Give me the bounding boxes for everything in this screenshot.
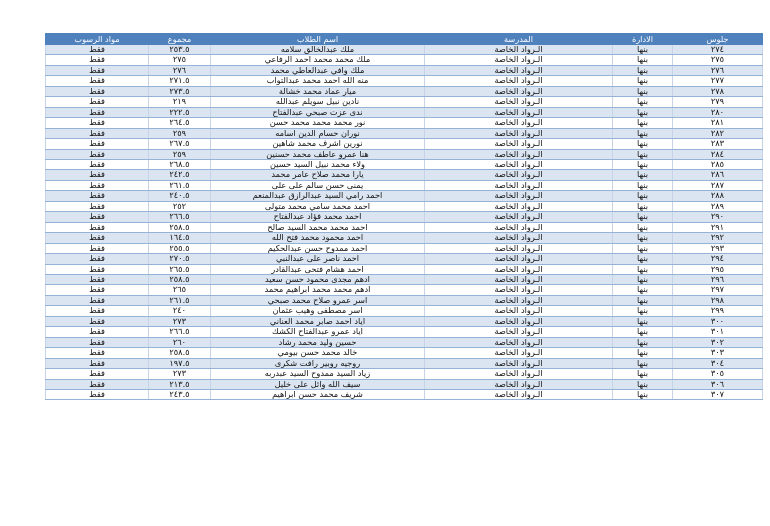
- cell-student-name: سيف الله وائل على خليل: [211, 379, 425, 389]
- cell-total: ٢٧٣: [149, 369, 211, 379]
- cell-failed-subjects: فقط: [46, 243, 149, 253]
- cell-student-name: شريف محمد حسن ابراهيم: [211, 389, 425, 399]
- cell-student-name: احمد محمود محمد فتح الله: [211, 233, 425, 243]
- results-table: [45, 33, 763, 400]
- cell-school: الـرواد الخاصة: [425, 327, 613, 337]
- cell-admin: بنها: [613, 201, 673, 211]
- cell-total: ٢٦٧.٥: [149, 139, 211, 149]
- cell-seat: ٣٠٤: [673, 358, 763, 368]
- cell-school: الـرواد الخاصة: [425, 306, 613, 316]
- cell-seat: ٢٨٩: [673, 201, 763, 211]
- cell-failed-subjects: فقط: [46, 306, 149, 316]
- cell-admin: بنها: [613, 379, 673, 389]
- cell-admin: بنها: [613, 274, 673, 284]
- cell-total: ٢٥٣.٥: [149, 45, 211, 55]
- cell-failed-subjects: فقط: [46, 97, 149, 107]
- cell-admin: بنها: [613, 128, 673, 138]
- cell-total: ٢٧٣.٥: [149, 86, 211, 96]
- cell-student-name: نور محمد محمد محمد حسن: [211, 118, 425, 128]
- cell-seat: ٣٠٣: [673, 348, 763, 358]
- cell-seat: ٢٩٥: [673, 264, 763, 274]
- cell-seat: ٣٠١: [673, 327, 763, 337]
- cell-failed-subjects: فقط: [46, 254, 149, 264]
- table-row: [46, 149, 763, 159]
- header-subjects: مواد الرسوب: [46, 34, 149, 45]
- cell-total: ٢٥٨.٥: [149, 348, 211, 358]
- cell-school: الـرواد الخاصة: [425, 358, 613, 368]
- table-row: [46, 180, 763, 190]
- cell-failed-subjects: فقط: [46, 170, 149, 180]
- cell-school: الـرواد الخاصة: [425, 76, 613, 86]
- cell-school: الـرواد الخاصة: [425, 97, 613, 107]
- cell-seat: ٢٩٩: [673, 306, 763, 316]
- table-row: [46, 306, 763, 316]
- cell-seat: ٢٧٧: [673, 76, 763, 86]
- cell-failed-subjects: فقط: [46, 358, 149, 368]
- cell-school: الـرواد الخاصة: [425, 233, 613, 243]
- cell-seat: ٣٠٠: [673, 316, 763, 326]
- cell-admin: بنها: [613, 45, 673, 55]
- cell-school: الـرواد الخاصة: [425, 118, 613, 128]
- cell-total: ٢٤٣.٥: [149, 389, 211, 399]
- cell-admin: بنها: [613, 107, 673, 117]
- cell-school: الـرواد الخاصة: [425, 243, 613, 253]
- cell-admin: بنها: [613, 295, 673, 305]
- cell-school: الـرواد الخاصة: [425, 274, 613, 284]
- cell-school: الـرواد الخاصة: [425, 348, 613, 358]
- cell-total: ٢٦٥.٥: [149, 264, 211, 274]
- cell-school: الـرواد الخاصة: [425, 65, 613, 75]
- cell-student-name: نوران حسام الدين اسامه: [211, 128, 425, 138]
- cell-school: الـرواد الخاصة: [425, 170, 613, 180]
- cell-student-name: ملك وافي عبدالعاطي محمد: [211, 65, 425, 75]
- cell-admin: بنها: [613, 233, 673, 243]
- cell-admin: بنها: [613, 254, 673, 264]
- cell-total: ٢٥٩: [149, 149, 211, 159]
- table-row: [46, 358, 763, 368]
- cell-school: الـرواد الخاصة: [425, 149, 613, 159]
- cell-seat: ٢٨٣: [673, 139, 763, 149]
- cell-admin: بنها: [613, 65, 673, 75]
- cell-seat: ٢٧٨: [673, 86, 763, 96]
- cell-student-name: زياد السيد ممدوح السيد عبدربه: [211, 369, 425, 379]
- cell-student-name: خالد محمد حسن بيومي: [211, 348, 425, 358]
- cell-total: ٢٦٦.٥: [149, 212, 211, 222]
- cell-school: الـرواد الخاصة: [425, 159, 613, 169]
- table-row: [46, 337, 763, 347]
- cell-seat: ٢٩١: [673, 222, 763, 232]
- cell-total: ٢٦٥: [149, 285, 211, 295]
- cell-school: الـرواد الخاصة: [425, 201, 613, 211]
- cell-admin: بنها: [613, 358, 673, 368]
- cell-seat: ٢٩٧: [673, 285, 763, 295]
- cell-failed-subjects: فقط: [46, 118, 149, 128]
- table-row: [46, 159, 763, 169]
- cell-admin: بنها: [613, 337, 673, 347]
- cell-failed-subjects: فقط: [46, 107, 149, 117]
- cell-total: ٢٧١.٥: [149, 76, 211, 86]
- cell-admin: بنها: [613, 97, 673, 107]
- cell-total: ٢٥٨.٥: [149, 274, 211, 284]
- cell-failed-subjects: فقط: [46, 76, 149, 86]
- table-row: [46, 369, 763, 379]
- cell-failed-subjects: فقط: [46, 295, 149, 305]
- cell-school: الـرواد الخاصة: [425, 264, 613, 274]
- cell-school: الـرواد الخاصة: [425, 139, 613, 149]
- table-row: [46, 243, 763, 253]
- cell-student-name: يمنى حسن سالم على على: [211, 180, 425, 190]
- header-name: اسم الطلاب: [211, 34, 425, 45]
- cell-admin: بنها: [613, 316, 673, 326]
- header-row: [46, 34, 763, 45]
- cell-admin: بنها: [613, 139, 673, 149]
- cell-seat: ٢٩٣: [673, 243, 763, 253]
- cell-school: الـرواد الخاصة: [425, 128, 613, 138]
- header-school: المدرسة: [425, 34, 613, 45]
- cell-failed-subjects: فقط: [46, 45, 149, 55]
- cell-admin: بنها: [613, 170, 673, 180]
- cell-admin: بنها: [613, 285, 673, 295]
- cell-school: الـرواد الخاصة: [425, 180, 613, 190]
- cell-student-name: اسر مصطفى وهيب عثمان: [211, 306, 425, 316]
- cell-failed-subjects: فقط: [46, 264, 149, 274]
- cell-student-name: منه الله احمد محمد عبدالتواب: [211, 76, 425, 86]
- cell-seat: ٣٠٦: [673, 379, 763, 389]
- cell-total: ٢٥٨.٥: [149, 222, 211, 232]
- cell-failed-subjects: فقط: [46, 191, 149, 201]
- cell-admin: بنها: [613, 191, 673, 201]
- cell-student-name: احمد ناصر على عبدالنبي: [211, 254, 425, 264]
- cell-total: ٢٦١.٥: [149, 295, 211, 305]
- cell-seat: ٢٧٥: [673, 55, 763, 65]
- table-row: [46, 274, 763, 284]
- cell-admin: بنها: [613, 55, 673, 65]
- cell-seat: ٢٩٢: [673, 233, 763, 243]
- cell-failed-subjects: فقط: [46, 274, 149, 284]
- cell-failed-subjects: فقط: [46, 337, 149, 347]
- table-row: [46, 86, 763, 96]
- cell-school: الـرواد الخاصة: [425, 295, 613, 305]
- cell-failed-subjects: فقط: [46, 55, 149, 65]
- table-row: [46, 264, 763, 274]
- table-row: [46, 285, 763, 295]
- table-row: [46, 97, 763, 107]
- cell-school: الـرواد الخاصة: [425, 369, 613, 379]
- cell-admin: بنها: [613, 306, 673, 316]
- cell-admin: بنها: [613, 212, 673, 222]
- table-row: [46, 45, 763, 55]
- table-row: [46, 348, 763, 358]
- table-row: [46, 128, 763, 138]
- cell-failed-subjects: فقط: [46, 201, 149, 211]
- cell-failed-subjects: فقط: [46, 212, 149, 222]
- cell-student-name: ميار عماد محمد خشالة: [211, 86, 425, 96]
- cell-total: ٢٦٤.٥: [149, 118, 211, 128]
- cell-school: الـرواد الخاصة: [425, 316, 613, 326]
- cell-seat: ٢٧٩: [673, 97, 763, 107]
- cell-failed-subjects: فقط: [46, 348, 149, 358]
- cell-admin: بنها: [613, 76, 673, 86]
- cell-student-name: اياد احمد صابر محمد العناني: [211, 316, 425, 326]
- cell-admin: بنها: [613, 369, 673, 379]
- cell-student-name: هنا عمرو عاطف محمد حسنين: [211, 149, 425, 159]
- cell-total: ٢٤٠: [149, 306, 211, 316]
- cell-student-name: احمد رامي السيد عبدالرازق عبدالمنعم: [211, 191, 425, 201]
- table-row: [46, 389, 763, 399]
- cell-seat: ٣٠٥: [673, 369, 763, 379]
- cell-admin: بنها: [613, 348, 673, 358]
- cell-seat: ٢٨٦: [673, 170, 763, 180]
- cell-student-name: ادهم محمد محمد ابراهيم محمد: [211, 285, 425, 295]
- cell-seat: ٢٩٤: [673, 254, 763, 264]
- cell-student-name: يارا محمد صلاح عامر محمد: [211, 170, 425, 180]
- cell-school: الـرواد الخاصة: [425, 45, 613, 55]
- cell-total: ٢٢٢.٥: [149, 107, 211, 117]
- table-row: [46, 222, 763, 232]
- cell-school: الـرواد الخاصة: [425, 212, 613, 222]
- cell-seat: ٢٨٧: [673, 180, 763, 190]
- cell-admin: بنها: [613, 222, 673, 232]
- cell-admin: بنها: [613, 118, 673, 128]
- cell-school: الـرواد الخاصة: [425, 285, 613, 295]
- cell-failed-subjects: فقط: [46, 139, 149, 149]
- cell-admin: بنها: [613, 264, 673, 274]
- cell-student-name: احمد هشام فتحى عبدالقادر: [211, 264, 425, 274]
- cell-school: الـرواد الخاصة: [425, 222, 613, 232]
- table-row: [46, 170, 763, 180]
- cell-student-name: اسر عمرو صلاح محمد صبحي: [211, 295, 425, 305]
- cell-admin: بنها: [613, 149, 673, 159]
- cell-total: ٢٦٨.٥: [149, 159, 211, 169]
- cell-failed-subjects: فقط: [46, 327, 149, 337]
- cell-admin: بنها: [613, 327, 673, 337]
- cell-student-name: احمد ممدوح حسن عبدالحكيم: [211, 243, 425, 253]
- cell-failed-subjects: فقط: [46, 180, 149, 190]
- cell-school: الـرواد الخاصة: [425, 86, 613, 96]
- cell-admin: بنها: [613, 243, 673, 253]
- table-row: [46, 76, 763, 86]
- cell-total: ١٩٧.٥: [149, 358, 211, 368]
- cell-school: الـرواد الخاصة: [425, 379, 613, 389]
- cell-student-name: ملك عبدالخالق سلامه: [211, 45, 425, 55]
- cell-school: الـرواد الخاصة: [425, 191, 613, 201]
- table-row: [46, 107, 763, 117]
- cell-seat: ٢٨٠: [673, 107, 763, 117]
- table-row: [46, 233, 763, 243]
- table-row: [46, 55, 763, 65]
- cell-failed-subjects: فقط: [46, 159, 149, 169]
- cell-school: الـرواد الخاصة: [425, 254, 613, 264]
- cell-failed-subjects: فقط: [46, 65, 149, 75]
- cell-total: ٢٦٦.٥: [149, 327, 211, 337]
- cell-seat: ٢٨٨: [673, 191, 763, 201]
- cell-total: ٢٤٠.٥: [149, 191, 211, 201]
- cell-failed-subjects: فقط: [46, 285, 149, 295]
- cell-failed-subjects: فقط: [46, 369, 149, 379]
- cell-failed-subjects: فقط: [46, 222, 149, 232]
- cell-student-name: حسين وليد محمد رشاد: [211, 337, 425, 347]
- cell-student-name: ندى عزت صبحي عبدالفتاح: [211, 107, 425, 117]
- cell-admin: بنها: [613, 180, 673, 190]
- results-sheet: [45, 33, 762, 400]
- cell-failed-subjects: فقط: [46, 389, 149, 399]
- cell-student-name: احمد محمد محمد السيد صالح: [211, 222, 425, 232]
- cell-student-name: ادهم مجدى محمود حسن سعيد: [211, 274, 425, 284]
- cell-student-name: نورين اشرف محمد شاهين: [211, 139, 425, 149]
- cell-school: الـرواد الخاصة: [425, 337, 613, 347]
- cell-seat: ٣٠٢: [673, 337, 763, 347]
- cell-total: ٢٧٦: [149, 65, 211, 75]
- cell-total: ٢٧٠.٥: [149, 254, 211, 264]
- cell-total: ١٦٤.٥: [149, 233, 211, 243]
- cell-failed-subjects: فقط: [46, 149, 149, 159]
- cell-seat: ٢٧٤: [673, 45, 763, 55]
- cell-school: الـرواد الخاصة: [425, 55, 613, 65]
- cell-total: ٢٦١.٥: [149, 180, 211, 190]
- table-row: [46, 201, 763, 211]
- cell-seat: ٢٨٥: [673, 159, 763, 169]
- cell-failed-subjects: فقط: [46, 233, 149, 243]
- cell-total: ٢٥٥.٥: [149, 243, 211, 253]
- table-row: [46, 379, 763, 389]
- table-row: [46, 191, 763, 201]
- cell-seat: ٢٨٤: [673, 149, 763, 159]
- cell-student-name: اياد عمرو عبدالفتاح الكشك: [211, 327, 425, 337]
- table-row: [46, 139, 763, 149]
- cell-total: ٢٦٠: [149, 337, 211, 347]
- cell-failed-subjects: فقط: [46, 379, 149, 389]
- cell-seat: ٢٨١: [673, 118, 763, 128]
- cell-seat: ٢٩٦: [673, 274, 763, 284]
- header-seat: جلوس: [673, 34, 763, 45]
- cell-total: ٢١٩: [149, 97, 211, 107]
- header-admin: الادارة: [613, 34, 673, 45]
- cell-school: الـرواد الخاصة: [425, 389, 613, 399]
- cell-student-name: ولاء محمد نبيل السيد حسين: [211, 159, 425, 169]
- cell-student-name: نادين نبيل سويلم عبدالله: [211, 97, 425, 107]
- cell-total: ٢١٣.٥: [149, 379, 211, 389]
- cell-admin: بنها: [613, 389, 673, 399]
- cell-student-name: احمد محمد فؤاد عبدالفتاح: [211, 212, 425, 222]
- cell-failed-subjects: فقط: [46, 316, 149, 326]
- cell-student-name: روجيه روبير رافت شكرى: [211, 358, 425, 368]
- cell-total: ٢٧٥: [149, 55, 211, 65]
- cell-student-name: احمد محمد سامي محمد متولى: [211, 201, 425, 211]
- cell-student-name: ملك محمد محمد احمد الرفاعي: [211, 55, 425, 65]
- cell-admin: بنها: [613, 86, 673, 96]
- table-body: [46, 45, 763, 400]
- cell-total: ٢٥٢: [149, 201, 211, 211]
- cell-seat: ٢٧٦: [673, 65, 763, 75]
- table-row: [46, 295, 763, 305]
- cell-failed-subjects: فقط: [46, 86, 149, 96]
- cell-admin: بنها: [613, 159, 673, 169]
- cell-total: ٢٤٢.٥: [149, 170, 211, 180]
- table-row: [46, 118, 763, 128]
- cell-total: ٢٧٣: [149, 316, 211, 326]
- cell-school: الـرواد الخاصة: [425, 107, 613, 117]
- cell-seat: ٢٨٢: [673, 128, 763, 138]
- cell-seat: ٢٩٠: [673, 212, 763, 222]
- table-row: [46, 316, 763, 326]
- cell-seat: ٣٠٧: [673, 389, 763, 399]
- cell-failed-subjects: فقط: [46, 128, 149, 138]
- cell-total: ٢٥٩: [149, 128, 211, 138]
- header-total: مجموع: [149, 34, 211, 45]
- table-row: [46, 327, 763, 337]
- table-row: [46, 254, 763, 264]
- table-row: [46, 65, 763, 75]
- cell-seat: ٢٩٨: [673, 295, 763, 305]
- table-row: [46, 212, 763, 222]
